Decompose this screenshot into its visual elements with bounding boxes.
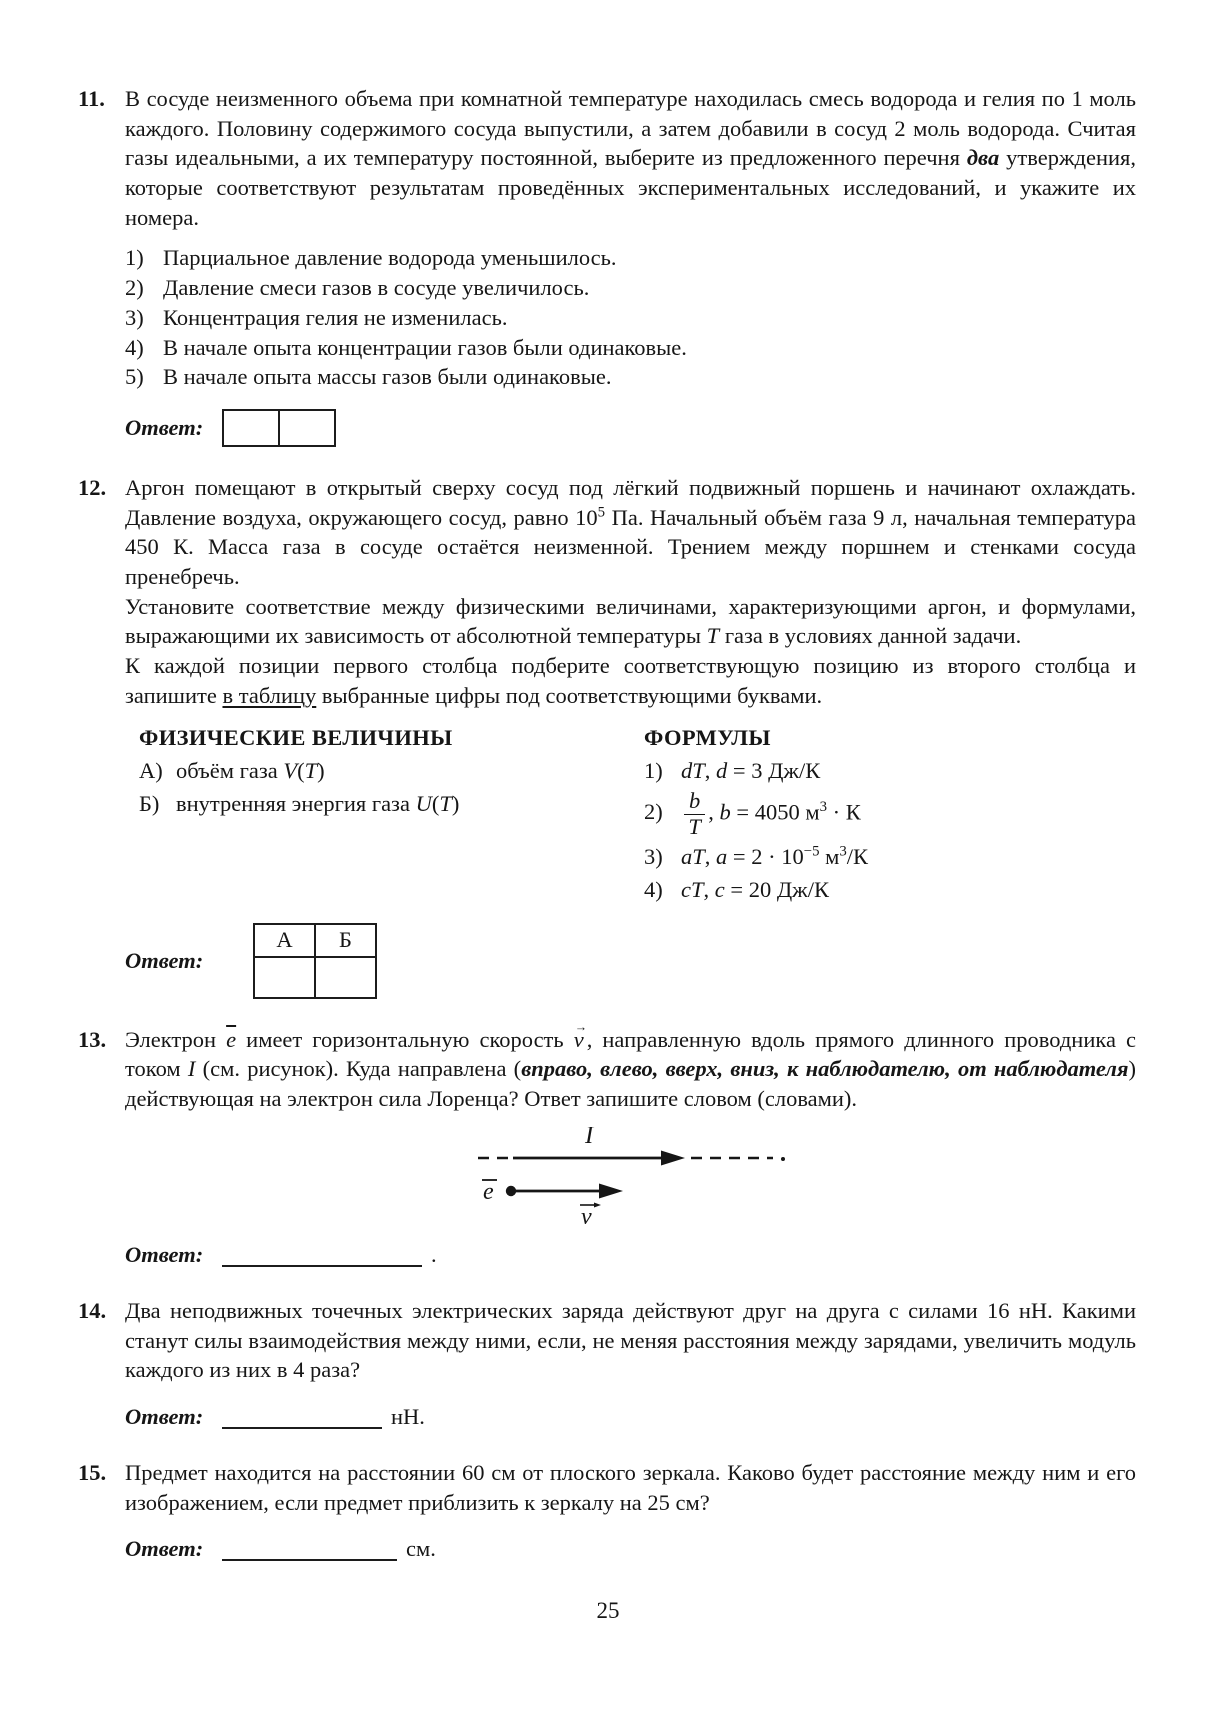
wire-electron-diagram (477, 1127, 797, 1227)
velocity-label-arrowhead-icon (594, 1202, 601, 1207)
problem-number: 12. (78, 474, 107, 500)
column-header: ФОРМУЛЫ (644, 725, 771, 751)
answer-box (222, 409, 336, 447)
answer-cell-b[interactable] (315, 957, 376, 998)
answer-cell-a[interactable] (254, 957, 315, 998)
formula-text: dT, d = 3 Дж/К (681, 758, 821, 784)
problem-12-answer-row (125, 923, 1136, 999)
problem-11-answer-row (125, 409, 1136, 447)
item-number: 1) (644, 758, 663, 784)
problem-15-answer-row (125, 1534, 1136, 1564)
option-text: В начале опыта массы газов были одинаковые. (163, 364, 612, 390)
answer-suffix: нН. (391, 1404, 425, 1430)
problem-13-answer-row (125, 1240, 1136, 1270)
answer-table-header-a: А (254, 924, 315, 957)
problem-13 (78, 1025, 1136, 1270)
current-arrowhead-icon (661, 1150, 685, 1165)
problem-12-text-1: Аргон помещают в открытый сверху сосуд под лёгкий подвижный поршень и начинают охлаждать. Давление воздуха, окружающего сосуд, равно $10^5$ Па. Начальный объём газа 9 л, начальная температура 450 К. Масса газа в сосуде остаётся неизменной. Трением между поршнем и стенками сосуда пренебречь. (125, 474, 1136, 589)
option-text: Парциальное давление водорода уменьшилось. (163, 245, 617, 271)
formula-text: $\frac{b}{T}$ , b = 4050 $м^3 \cdot К$ (681, 789, 861, 840)
problem-11-body (125, 84, 1136, 447)
problem-14-answer-row (125, 1402, 1136, 1432)
answer-suffix: см. (406, 1536, 436, 1562)
problem-12-text-2: Установите соответствие между физическими величинами, характеризующими аргон, и формулами, выражающими их зависимость от абсолютной температуры T газа в условиях данной задачи. (125, 593, 1136, 649)
quantity-a (139, 756, 644, 786)
item-number: 4) (644, 876, 663, 902)
formula-3 (644, 842, 1136, 872)
current-label: I (585, 1126, 594, 1149)
item-text: объём газа V(T) (176, 758, 325, 784)
option-4 (125, 333, 1136, 363)
option-number: 3) (125, 304, 144, 330)
problem-12-text-3: К каждой позиции первого столбца подберите соответствующую позицию из второго столбца и запишите в таблицу выбранные цифры под соответствующими буквами. (125, 653, 1136, 708)
problem-15-text: Предмет находится на расстоянии 60 см от плоского зеркала. Каково будет расстояние между ним и его изображением, если предмет приблизить к зеркалу на 25 см? (125, 1459, 1136, 1515)
option-text: В начале опыта концентрации газов были одинаковые. (163, 334, 687, 360)
option-text: Концентрация гелия не изменилась. (163, 304, 508, 330)
wire-end-dot (781, 1157, 785, 1161)
page-number: 25 (596, 1597, 620, 1623)
problem-14 (78, 1296, 1136, 1432)
answer-table (253, 923, 377, 999)
answer-blank[interactable] (222, 1243, 422, 1267)
problem-11-options (125, 243, 1136, 391)
electron-label: e (483, 1178, 494, 1205)
option-number: 2) (125, 275, 144, 301)
formula-1 (644, 756, 1136, 786)
answer-label: Ответ: (125, 1536, 204, 1562)
problem-13-figure (477, 1127, 1136, 1235)
problem-11 (78, 84, 1136, 447)
problem-12 (78, 473, 1136, 999)
formulas-column (644, 723, 1136, 904)
item-letter: Б) (139, 790, 160, 816)
problem-number: 11. (78, 86, 105, 111)
quantity-b (139, 789, 644, 819)
problem-13-text: Электрон $\overline{e}$ имеет горизонтальную скорость v → , направленную вдоль прямого длинного проводника с током I (см. рисунок). Куда направлена (вправо, влево, вверх, вниз, к наблюдателю, от наблюдателя) действующая на электрон сила Лоренца? Ответ запишите словом (словами). (125, 1025, 1136, 1114)
matching-columns (139, 723, 1136, 904)
answer-blank[interactable] (222, 1405, 382, 1429)
problem-12-body (125, 473, 1136, 999)
option-5 (125, 362, 1136, 392)
answer-suffix: . (431, 1242, 437, 1268)
formula-text: aT, $a = 2 \cdot 10^{-5}$ $м^3/К$ (681, 843, 869, 870)
item-number: 2) (644, 799, 663, 825)
answer-cell-1[interactable] (224, 411, 280, 445)
option-text: Давление смеси газов в сосуде увеличилось. (163, 275, 590, 301)
option-1 (125, 243, 1136, 273)
answer-label: Ответ: (125, 947, 204, 973)
problem-13-body (125, 1025, 1136, 1270)
physical-quantities-column (139, 723, 644, 904)
problem-15 (78, 1458, 1136, 1564)
problem-11-text: В сосуде неизменного объема при комнатной температуре находилась смесь водорода и гелия по 1 моль каждого. Половину содержимого сосуда выпустили, а затем добавили в сосуд 2 моль водорода. Считая газы идеальными, а их температуру постоянной, выберите из предложенного перечня два утверждения, которые соответствуют результатам проведённых экспериментальных исследований, и укажите их номера. (125, 86, 1136, 230)
option-number: 5) (125, 364, 144, 390)
formula-text: cT, c = 20 Дж/К (681, 876, 829, 902)
option-2 (125, 273, 1136, 303)
problem-15-body (125, 1458, 1136, 1564)
answer-cell-2[interactable] (280, 411, 334, 445)
answer-label: Ответ: (125, 1404, 204, 1430)
column-header: ФИЗИЧЕСКИЕ ВЕЛИЧИНЫ (139, 725, 453, 751)
item-text: внутренняя энергия газа U(T) (176, 790, 460, 816)
answer-blank[interactable] (222, 1537, 397, 1561)
item-letter: А) (139, 758, 163, 784)
velocity-arrowhead-icon (599, 1183, 623, 1198)
formula-2 (644, 789, 1136, 840)
problem-14-text: Два неподвижных точечных электрических заряда действуют друг на друга с силами 16 нН. Какими станут силы взаимодействия между ними, если, не меняя расстояния между зарядами, увеличить модуль каждого из них в 4 раза? (125, 1298, 1136, 1383)
item-number: 3) (644, 844, 663, 870)
option-number: 1) (125, 245, 144, 271)
answer-table-header-b: Б (315, 924, 376, 957)
option-number: 4) (125, 334, 144, 360)
problem-number: 13. (78, 1026, 107, 1052)
option-3 (125, 303, 1136, 333)
answer-label: Ответ: (125, 1242, 204, 1268)
formula-4 (644, 875, 1136, 905)
answer-label: Ответ: (125, 415, 204, 441)
problem-14-body (125, 1296, 1136, 1432)
problem-number: 14. (78, 1298, 107, 1324)
velocity-label: v (581, 1203, 592, 1227)
problem-number: 15. (78, 1459, 107, 1485)
